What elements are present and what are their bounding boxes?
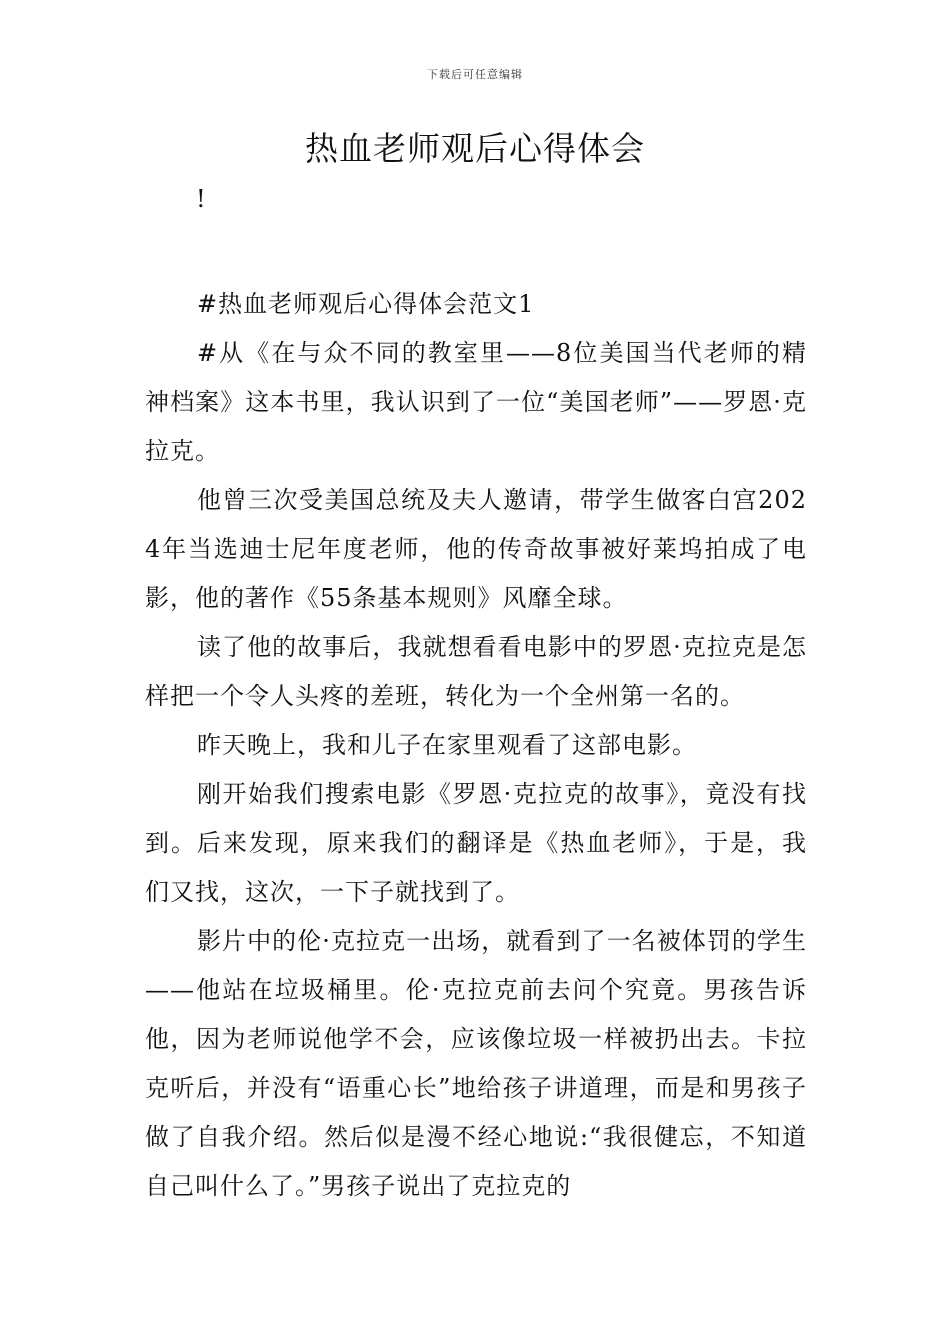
paragraph-heading: #热血老师观后心得体会范文1 (197, 290, 535, 318)
paragraph: 他曾三次受美国总统及夫人邀请，带学生做客白宫2024年当选迪士尼年度老师，他的传奇故事被好莱坞拍成了电影，他的著作《55条基本规则》风靡全球。 (145, 486, 807, 612)
paragraph: 昨天晚上，我和儿子在家里观看了这部电影。 (197, 731, 697, 759)
paragraph: 刚开始我们搜索电影《罗恩·克拉克的故事》，竟没有找到。后来发现，原来我们的翻译是《热血老师》，于是，我们又找，这次，一下子就找到了。 (145, 780, 807, 906)
header-note: 下载后可任意编辑 (427, 68, 523, 81)
paragraph: 读了他的故事后，我就想看看电影中的罗恩·克拉克是怎样把一个令人头疼的差班，转化为一个全州第一名的。 (145, 633, 807, 710)
paragraph: #从《在与众不同的教室里——8位美国当代老师的精神档案》这本书里，我认识到了一位“美国老师”——罗恩·克拉克。 (145, 339, 807, 465)
paragraph: 影片中的伦·克拉克一出场，就看到了一名被体罚的学生——他站在垃圾桶里。伦·克拉克前去问个究竟。男孩告诉他，因为老师说他学不会，应该像垃圾一样被扔出去。卡拉克听后，并没有“语重心长”地给孩子讲道理，而是和男孩子做了自我介绍。然后似是漫不经心地说:“我很健忘，不知道自己叫什么了。”男孩子说出了克拉克的 (145, 927, 807, 1200)
exclamation-mark: ! (196, 185, 206, 213)
document-body (145, 280, 807, 1211)
document-title: 热血老师观后心得体会 (305, 129, 645, 168)
